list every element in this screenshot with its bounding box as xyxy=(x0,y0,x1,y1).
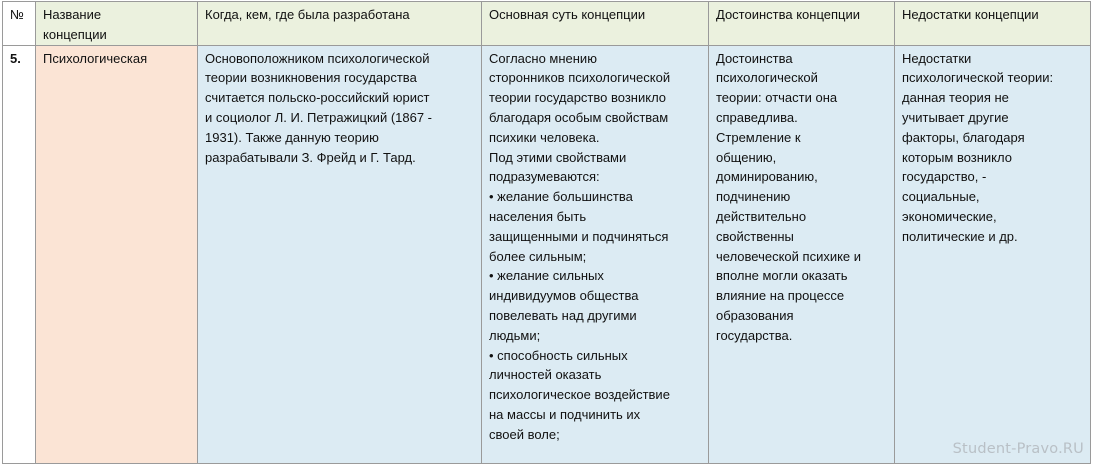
cell-text-line: Основная суть концепции xyxy=(489,7,646,22)
cell-text-line: Достоинства xyxy=(716,50,793,66)
cell-text-line: Название xyxy=(43,7,102,22)
cell-text-line: повелевать над другими xyxy=(489,307,637,323)
header-pros xyxy=(709,2,895,46)
cell-text-line: которым возникло xyxy=(902,149,1012,165)
cell-text-line: сторонников психологической xyxy=(489,70,671,86)
cell-text-line: • желание большинства xyxy=(489,189,633,205)
row-when xyxy=(198,45,482,463)
row-pros xyxy=(709,45,895,463)
header-name xyxy=(36,2,198,46)
cell-text-line: человеческой психике и xyxy=(716,248,862,264)
cell-text-line: Когда, кем, где была разработана xyxy=(205,7,410,22)
cell-text-line: Основоположником психологической xyxy=(205,50,430,66)
cell-text-line: политические и др. xyxy=(902,228,1018,244)
cell-text-line: разрабатывали З. Фрейд и Г. Тард. xyxy=(205,149,416,165)
cell-text-line: общению, xyxy=(716,149,777,165)
cell-text-line: государство, - xyxy=(902,169,987,185)
cell-text-line: факторы, благодаря xyxy=(902,129,1025,145)
cell-text-line: защищенными и подчиняться xyxy=(489,228,669,244)
cell-text-line: Под этими свойствами xyxy=(489,149,627,165)
row-num: 5. xyxy=(3,45,36,463)
cell-text-line: теории возникновения государства xyxy=(205,70,417,86)
header-when xyxy=(198,2,482,46)
cell-text-line: концепции xyxy=(43,26,107,42)
cell-text-line: людьми; xyxy=(489,327,541,343)
cell-text-line: Достоинства концепции xyxy=(716,7,860,22)
header-cons xyxy=(895,2,1091,46)
cell-text-line: социальные, xyxy=(902,189,980,205)
cell-text-line: Недостатки концепции xyxy=(902,7,1039,22)
cell-text-line: психологической xyxy=(716,70,818,86)
cell-text-line: влияние на процессе xyxy=(716,288,845,304)
cell-text-line: Недостатки xyxy=(902,50,972,66)
cell-text-line: более сильным; xyxy=(489,248,587,264)
cell-text-line: своей воле; xyxy=(489,426,560,442)
cell-text-line: Согласно мнению xyxy=(489,50,597,66)
cell-text-line: учитывает другие xyxy=(902,109,1009,125)
row-essence xyxy=(482,45,709,463)
row-name xyxy=(36,45,198,463)
cell-text-line: образования xyxy=(716,307,794,323)
cell-text-line: Психологическая xyxy=(43,50,148,66)
cell-text-line: справедлива. xyxy=(716,109,798,125)
cell-text-line: теории государство возникло xyxy=(489,90,667,106)
cell-text-line: доминированию, xyxy=(716,169,818,185)
header-essence xyxy=(482,2,709,46)
cell-text-line: подчинению xyxy=(716,189,791,205)
cell-text-line: и социолог Л. И. Петражицкий (1867 - xyxy=(205,109,433,125)
cell-text-line: государства. xyxy=(716,327,793,343)
cell-text-line: экономические, xyxy=(902,208,997,224)
concept-table xyxy=(2,1,1091,464)
cell-text-line: считается польско-российский юрист xyxy=(205,90,430,106)
cell-text-line: индивидуумов общества xyxy=(489,288,639,304)
cell-text-line: благодаря особым свойствам xyxy=(489,109,669,125)
cell-text-line: подразумеваются: xyxy=(489,169,600,185)
table-header-row xyxy=(3,2,1091,46)
table-row xyxy=(3,45,1091,463)
cell-text-line: • желание сильных xyxy=(489,268,604,284)
cell-text-line: • способность сильных xyxy=(489,347,628,363)
cell-text-line: действительно xyxy=(716,208,807,224)
cell-text-line: психики человека. xyxy=(489,129,600,145)
row-cons xyxy=(895,45,1091,463)
cell-text-line: 1931). Также данную теорию xyxy=(205,129,379,145)
cell-text-line: свойственны xyxy=(716,228,794,244)
cell-text-line: теории: отчасти она xyxy=(716,90,838,106)
cell-text-line: психологическое воздействие xyxy=(489,387,670,403)
cell-text-line: личностей оказать xyxy=(489,367,602,383)
cell-text-line: психологической теории: xyxy=(902,70,1054,86)
cell-text-line: населения быть xyxy=(489,208,587,224)
cell-text-line: данная теория не xyxy=(902,90,1009,106)
header-num: № xyxy=(3,2,36,46)
cell-text-line: Стремление к xyxy=(716,129,801,145)
cell-text-line: на массы и подчинить их xyxy=(489,406,641,422)
cell-text-line: вполне могли оказать xyxy=(716,268,848,284)
watermark: Student-Pravo.RU xyxy=(952,441,1084,457)
